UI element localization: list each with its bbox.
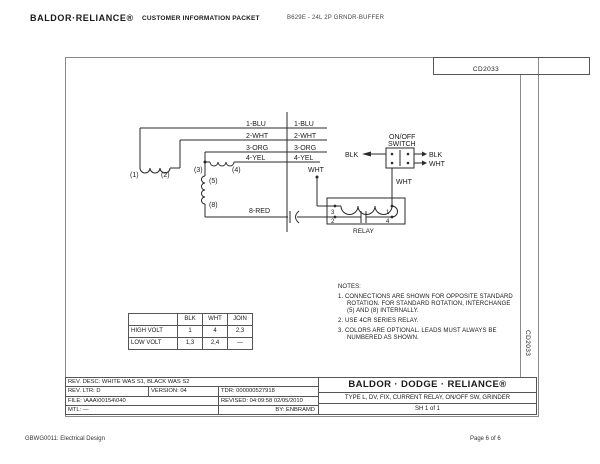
notes-section (338, 284, 528, 342)
baldor-reliance-logo: BALDOR·RELIANCE® (30, 13, 134, 23)
note-1-line-1: 1. CONNECTIONS ARE SHOWN FOR OPPOSITE STANDARD (338, 294, 513, 300)
relay-pin2-label: 2 (331, 219, 335, 225)
by-field: BY: ENBRAMD (275, 406, 315, 413)
title-block-row (66, 397, 318, 406)
table-corner-cell (129, 314, 178, 326)
switch-pin-dot (391, 153, 394, 156)
terminal-label-8: (8) (209, 202, 218, 209)
terminal-label-3: (3) (194, 167, 203, 174)
cell-high-wht: 4 (203, 326, 228, 338)
table-header-row (129, 314, 253, 326)
col-header-join: JOIN (228, 314, 253, 326)
switch-wht-out-label: WHT (429, 161, 445, 168)
relay-pin4-dot (391, 216, 394, 219)
note-3-line-2: NUMBERED AS SHOWN. (347, 335, 419, 341)
terminal-label-5: (5) (209, 178, 218, 185)
tdr-field: TDR: 000000527918 (221, 388, 275, 395)
product-code: B629E - 24L 2P GRNDR-BUFFER (287, 15, 385, 21)
wire-label: 2-WHT (294, 133, 317, 140)
note-1-line-3: (5) AND (8) INTERNALLY. (347, 308, 419, 314)
switch-wht-drop-label: WHT (396, 179, 412, 186)
title-block-row (66, 406, 318, 414)
note-3 (338, 328, 528, 342)
switch-pin-dot (407, 153, 410, 156)
col-header-blk: BLK (178, 314, 203, 326)
relay (327, 198, 405, 224)
terminal-label-1: (1) (130, 172, 139, 179)
winding-lead-2 (170, 140, 180, 168)
sheet-number: SH 1 of 1 (414, 406, 440, 412)
voltage-connection-table (128, 313, 253, 350)
cell-high-blk: 1 (178, 326, 203, 338)
circuit-labels (130, 121, 446, 235)
switch-pin-dot (407, 162, 410, 165)
version-field: VERSION: 04 (149, 387, 219, 395)
title-block-row (66, 378, 318, 387)
main-winding (140, 128, 180, 173)
relay-pin2-dot (334, 216, 337, 219)
start-winding-coil (202, 176, 206, 204)
arrow-left-icon (362, 152, 371, 157)
cell-low-wht: 2,4 (203, 338, 228, 350)
table-row (129, 338, 253, 350)
cell-low-join: — (228, 338, 253, 350)
onoff-switch (362, 148, 427, 206)
wire-label: 4-YEL (246, 155, 266, 162)
drawing-code-label: CD2033 (472, 66, 500, 73)
wht-tap (316, 176, 336, 207)
wht-tap-label: WHT (308, 167, 324, 174)
switch-blk-out-label: BLK (429, 152, 443, 159)
red-lead-label: 8-RED (249, 208, 271, 215)
cell-low-blk: 1,3 (178, 338, 203, 350)
wire-label: 2-WHT (246, 133, 269, 140)
switch-title-line2: SWITCH (388, 141, 416, 148)
drawing-code-side-label: CD2033 (524, 330, 531, 357)
rev-desc-field: REV. DESC: WHITE WAS S1, BLACK WAS S2 (68, 379, 190, 386)
wire-label: 1-BLU (246, 121, 266, 128)
rev-ltr-field: REV. LTR: D (66, 387, 149, 395)
title-block-row (66, 387, 318, 396)
relay-contact (335, 211, 392, 223)
relay-pin1-label: 1 (386, 210, 390, 216)
relay-jumper-arc (392, 206, 398, 217)
note-1-line-2: ROTATION. FOR STANDARD ROTATION, INTERCHANGE (347, 301, 511, 307)
note-3-line-1: 3. COLORS ARE OPTIONAL. LEADS MUST ALWAYS BE (338, 328, 497, 334)
aux-winding-coil (210, 162, 234, 166)
wire-label: 4-YEL (294, 155, 314, 162)
row-header-high-volt: HIGH VOLT (129, 326, 178, 338)
wire-label: 3-ORG (246, 145, 269, 152)
revised-field: REVISED: 04:09:58 02/05/2010 (221, 397, 303, 404)
relay-pin4-label: 4 (386, 219, 390, 225)
title-block-revision-area (66, 378, 319, 414)
notes-title: NOTES: (338, 284, 361, 290)
drawing-type-line: TYPE L, DV, FIX, CURRENT RELAY, ON/OFF SW, GRINDER (319, 393, 536, 404)
wire-label: 1-BLU (294, 121, 314, 128)
relay-pin3-dot (334, 205, 337, 208)
footer-page-number: Page 6 of 6 (470, 436, 501, 442)
file-field: FILE: \AAA\00154\040 (66, 397, 219, 405)
switch-blk-in-label: BLK (345, 152, 359, 159)
col-header-wht: WHT (203, 314, 228, 326)
terminal-label-4: (4) (232, 167, 241, 174)
arrow-right-icon (422, 161, 427, 166)
terminal-label-2: (2) (161, 172, 170, 179)
mtl-field: MTL: — (66, 406, 219, 414)
baldor-dodge-reliance-logo: BALDOR · DODGE · RELIANCE® (319, 378, 536, 393)
relay-label: RELAY (353, 228, 374, 235)
arrow-right-icon (422, 152, 427, 157)
switch-title-line1: ON/OFF (389, 134, 416, 141)
document-title: CUSTOMER INFORMATION PACKET (142, 15, 260, 22)
relay-pin3-label: 3 (331, 210, 335, 216)
switch-pin-dot (391, 162, 394, 165)
note-2: 2. USE 4CR SERIES RELAY. (338, 318, 419, 324)
table-row (129, 326, 253, 338)
wht-tap-wire (317, 177, 335, 206)
row-header-low-volt: LOW VOLT (129, 338, 178, 350)
note-1 (338, 294, 528, 315)
wire-label: 3-ORG (294, 145, 317, 152)
title-block (65, 377, 537, 415)
footer-document-id: GBWG0011: Electrical Design (25, 436, 105, 442)
title-block-brand-area (319, 378, 536, 414)
cell-high-join: 2,3 (228, 326, 253, 338)
